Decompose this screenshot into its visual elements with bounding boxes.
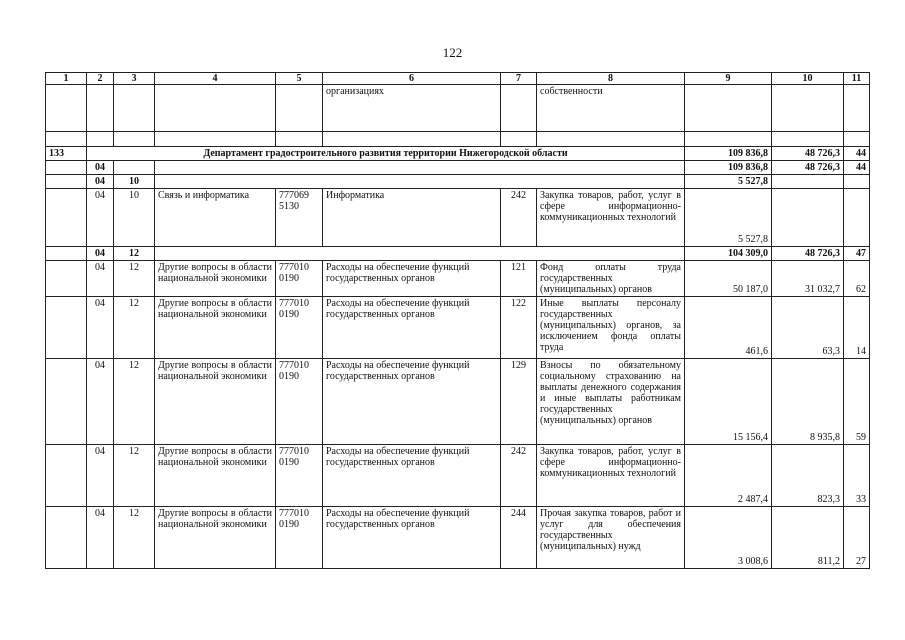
section-04-v9: 109 836,8 (685, 161, 772, 175)
row-vr-name: Прочая закупка товаров, работ и услуг для обеспечения государственных (муниципальных) нужд (537, 507, 685, 569)
row-rz: 04 (87, 359, 114, 445)
department-v9: 109 836,8 (685, 147, 772, 161)
row-rz: 04 (87, 189, 114, 247)
row-v9: 15 156,4 (685, 359, 772, 445)
row-v9: 3 008,6 (685, 507, 772, 569)
row-pr: 12 (114, 445, 155, 507)
row-csr-name: Расходы на обеспечение функций государственных органов (323, 297, 501, 359)
row-v11: 59 (844, 359, 870, 445)
section-0410-v9: 5 527,8 (685, 175, 772, 189)
row-vr: 121 (501, 261, 537, 297)
header-cell: 10 (772, 73, 844, 85)
row-csr-name: Расходы на обеспечение функций государственных органов (323, 261, 501, 297)
header-cell: 7 (501, 73, 537, 85)
row-rz: 04 (87, 297, 114, 359)
department-v10: 48 726,3 (772, 147, 844, 161)
row-csr: 777010 0190 (276, 507, 323, 569)
table-row (46, 189, 870, 247)
table-row (46, 507, 870, 569)
header-cell: 2 (87, 73, 114, 85)
department-code: 133 (46, 147, 87, 161)
row-pr: 10 (114, 189, 155, 247)
header-cell: 6 (323, 73, 501, 85)
section-04-v11: 44 (844, 161, 870, 175)
row-vr-name: Закупка товаров, работ, услуг в сфере информационно-коммуникационных технологий (537, 445, 685, 507)
row-name: Другие вопросы в области национальной экономики (155, 297, 276, 359)
row-pr: 12 (114, 297, 155, 359)
header-cell: 4 (155, 73, 276, 85)
header-cell: 9 (685, 73, 772, 85)
section-04-v10: 48 726,3 (772, 161, 844, 175)
row-name: Другие вопросы в области национальной экономики (155, 261, 276, 297)
table-row (46, 261, 870, 297)
row-vr-name: Иные выплаты персоналу государственных (муниципальных) органов, за исключением фонда оплаты труда (537, 297, 685, 359)
row-v11: 62 (844, 261, 870, 297)
header-cell: 1 (46, 73, 87, 85)
row-csr: 777010 0190 (276, 297, 323, 359)
gap-row (46, 132, 870, 147)
table-row (46, 359, 870, 445)
row-csr-name: Расходы на обеспечение функций государственных органов (323, 359, 501, 445)
row-name: Другие вопросы в области национальной экономики (155, 359, 276, 445)
row-pr: 12 (114, 359, 155, 445)
department-name: Департамент градостроительного развития территории Нижегородской области (87, 147, 685, 161)
section-rz: 04 (87, 175, 114, 189)
row-v9: 5 527,8 (685, 189, 772, 247)
section-rz: 04 (87, 247, 114, 261)
header-cell: 5 (276, 73, 323, 85)
section-pr: 12 (114, 247, 155, 261)
row-vr-name: Фонд оплаты труда государственных (муниципальных) органов (537, 261, 685, 297)
row-name: Другие вопросы в области национальной экономики (155, 507, 276, 569)
section-pr: 10 (114, 175, 155, 189)
row-v10: 63,3 (772, 297, 844, 359)
row-vr: 242 (501, 189, 537, 247)
row-v11 (844, 189, 870, 247)
row-pr: 12 (114, 507, 155, 569)
row-v11: 27 (844, 507, 870, 569)
header-cell: 8 (537, 73, 685, 85)
row-vr: 242 (501, 445, 537, 507)
row-csr: 777010 0190 (276, 445, 323, 507)
section-0412-row (46, 247, 870, 261)
row-rz: 04 (87, 445, 114, 507)
row-csr-name: Информатика (323, 189, 501, 247)
row-vr: 129 (501, 359, 537, 445)
row-v9: 50 187,0 (685, 261, 772, 297)
row-v9: 461,6 (685, 297, 772, 359)
row-csr-name: Расходы на обеспечение функций государственных органов (323, 445, 501, 507)
section-rz: 04 (87, 161, 114, 175)
row-csr: 777069 5130 (276, 189, 323, 247)
section-0412-v10: 48 726,3 (772, 247, 844, 261)
department-v11: 44 (844, 147, 870, 161)
row-vr: 122 (501, 297, 537, 359)
section-0410-row (46, 175, 870, 189)
header-cell: 3 (114, 73, 155, 85)
row-csr-name: Расходы на обеспечение функций государственных органов (323, 507, 501, 569)
department-row (46, 147, 870, 161)
page-number: 122 (442, 45, 463, 60)
row-v11: 33 (844, 445, 870, 507)
header-cell: 11 (844, 73, 870, 85)
row-v10: 823,3 (772, 445, 844, 507)
row-v11: 14 (844, 297, 870, 359)
row-vr-name: Взносы по обязательному социальному страхованию на выплаты денежного содержания и иные выплаты работникам государственных (муниципальных) органов (537, 359, 685, 445)
row-v10 (772, 189, 844, 247)
row-v10: 31 032,7 (772, 261, 844, 297)
row-name: Другие вопросы в области национальной экономики (155, 445, 276, 507)
row-pr: 12 (114, 261, 155, 297)
table-row (46, 445, 870, 507)
section-04-row (46, 161, 870, 175)
continuation-row (46, 85, 870, 132)
row-csr: 777010 0190 (276, 261, 323, 297)
continuation-col6: организациях (323, 85, 501, 132)
header-row (46, 73, 870, 85)
section-0412-v11: 47 (844, 247, 870, 261)
row-v9: 2 487,4 (685, 445, 772, 507)
row-csr: 777010 0190 (276, 359, 323, 445)
budget-table (45, 72, 870, 569)
row-name: Связь и информатика (155, 189, 276, 247)
continuation-col8: собственности (537, 85, 685, 132)
row-vr: 244 (501, 507, 537, 569)
section-0412-v9: 104 309,0 (685, 247, 772, 261)
row-v10: 811,2 (772, 507, 844, 569)
row-v10: 8 935,8 (772, 359, 844, 445)
row-rz: 04 (87, 261, 114, 297)
row-vr-name: Закупка товаров, работ, услуг в сфере информационно-коммуникационных технологий (537, 189, 685, 247)
table-row (46, 297, 870, 359)
row-rz: 04 (87, 507, 114, 569)
